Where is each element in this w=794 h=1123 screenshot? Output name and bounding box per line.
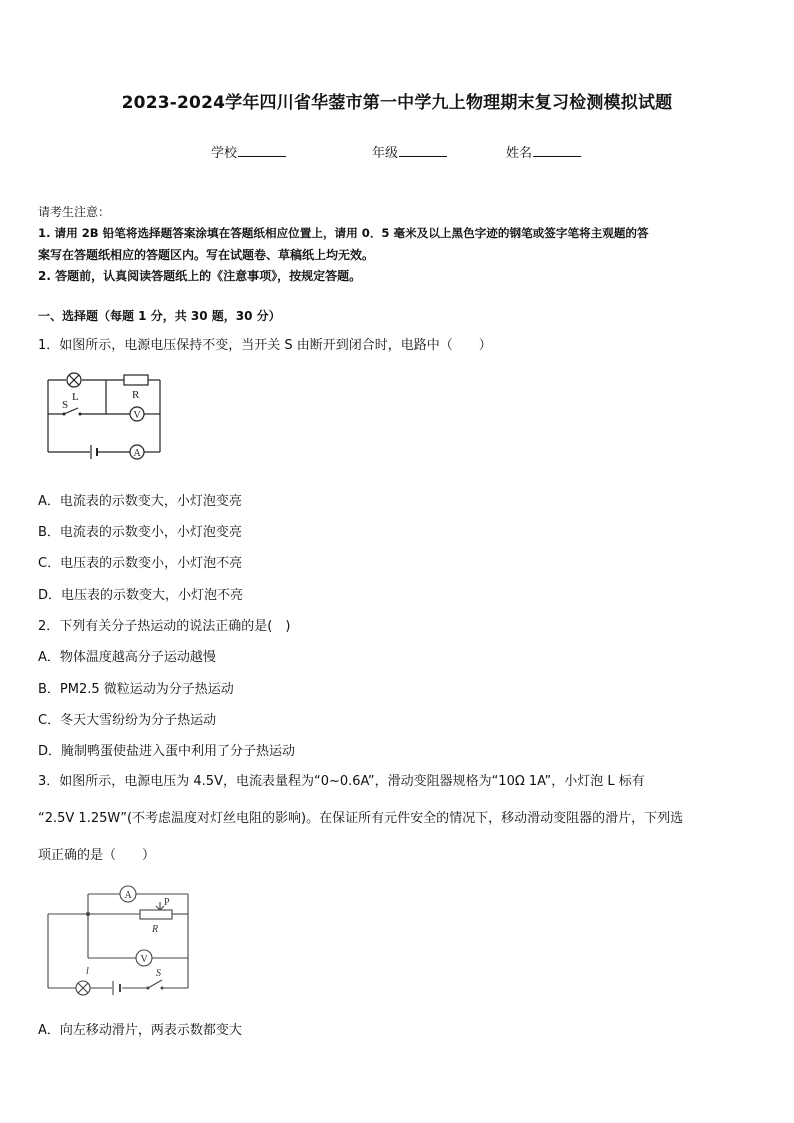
q3-slider-label: P [164, 897, 170, 908]
lamp-icon [76, 981, 90, 995]
name-label: 姓名 [506, 146, 533, 161]
q2-option-c: C．冬天大雪纷纷为分子热运动 [38, 713, 217, 728]
name-field [506, 142, 581, 161]
ammeter-icon [120, 886, 136, 902]
name-blank [533, 145, 581, 157]
q3-resistor-label: R [152, 924, 159, 935]
voltmeter-icon [136, 950, 152, 966]
q1-option-a: A．电流表的示数变大，小灯泡变亮 [38, 494, 242, 509]
q3-stem-line-2: “2.5V 1.25W”(不考虑温度对灯丝电阻的影响)。在保证所有元件安全的情况下，移动滑动变阻器的滑片，下列选 [38, 811, 684, 826]
q1-option-c: C．电压表的示数变小，小灯泡不亮 [38, 556, 243, 571]
voltmeter-icon [130, 407, 144, 421]
school-label: 学校 [211, 146, 238, 161]
battery-icon [91, 445, 97, 459]
school-blank [238, 145, 286, 157]
battery-icon [113, 981, 120, 995]
svg-text:A: A [124, 890, 132, 901]
svg-text:V: V [133, 410, 141, 421]
svg-text:A: A [133, 448, 141, 459]
q2-option-b: B．PM2.5 微粒运动为分子热运动 [38, 682, 234, 697]
notice-line-2: 2. 答题前，认真阅读答题纸上的《注意事项》，按规定答题。 [38, 269, 362, 283]
grade-label: 年级 [372, 146, 399, 161]
section-title: 一、选择题（每题 1 分，共 30 题，30 分） [38, 309, 281, 323]
page-title: 2023-2024学年四川省华蓥市第一中学九上物理期末复习检测模拟试题 [121, 93, 673, 113]
svg-text:V: V [140, 954, 148, 965]
q3-option-a: A．向左移动滑片，两表示数都变大 [38, 1023, 242, 1038]
q3-stem-line-1: 3．如图所示，电源电压为 4.5V，电流表量程为“0~0.6A”，滑动变阻器规格为“10Ω 1A”，小灯泡 L 标有 [38, 774, 645, 789]
lamp-icon [67, 373, 81, 387]
q3-switch-label: S [156, 968, 161, 979]
school-field [211, 142, 286, 161]
q1-option-b: B．电流表的示数变小，小灯泡变亮 [38, 525, 242, 540]
q1-lamp-label: L [72, 391, 79, 403]
q2-option-a: A．物体温度越高分子运动越慢 [38, 650, 216, 665]
grade-blank [399, 145, 447, 157]
notice-line-1a: 1. 请用 2B 铅笔将选择题答案涂填在答题纸相应位置上，请用 0．5 毫米及以上黑色字迹的钢笔或签字笔将主观题的答 [38, 226, 649, 240]
notice-line-1b: 案写在答题纸相应的答题区内。写在试题卷、草稿纸上均无效。 [38, 248, 375, 262]
q1-switch-label: S [62, 399, 69, 411]
q3-circuit-diagram [44, 880, 194, 1002]
q1-stem: 1．如图所示，电源电压保持不变，当开关 S 由断开到闭合时，电路中（ ） [38, 338, 492, 353]
rheostat-icon [140, 910, 172, 919]
q2-stem: 2．下列有关分子热运动的说法正确的是( ) [38, 619, 291, 634]
q3-stem-line-3: 项正确的是（ ） [38, 848, 156, 863]
notice-heading: 请考生注意： [38, 205, 111, 219]
q1-circuit-diagram [44, 368, 166, 464]
q2-option-d: D．腌制鸭蛋使盐进入蛋中利用了分子热运动 [38, 744, 296, 759]
resistor-icon [124, 375, 148, 385]
q1-option-d: D．电压表的示数变大，小灯泡不亮 [38, 588, 244, 603]
q3-lamp-label: l [86, 966, 89, 977]
q1-resistor-label: R [132, 389, 140, 401]
grade-field [372, 142, 447, 161]
ammeter-icon [130, 445, 144, 459]
